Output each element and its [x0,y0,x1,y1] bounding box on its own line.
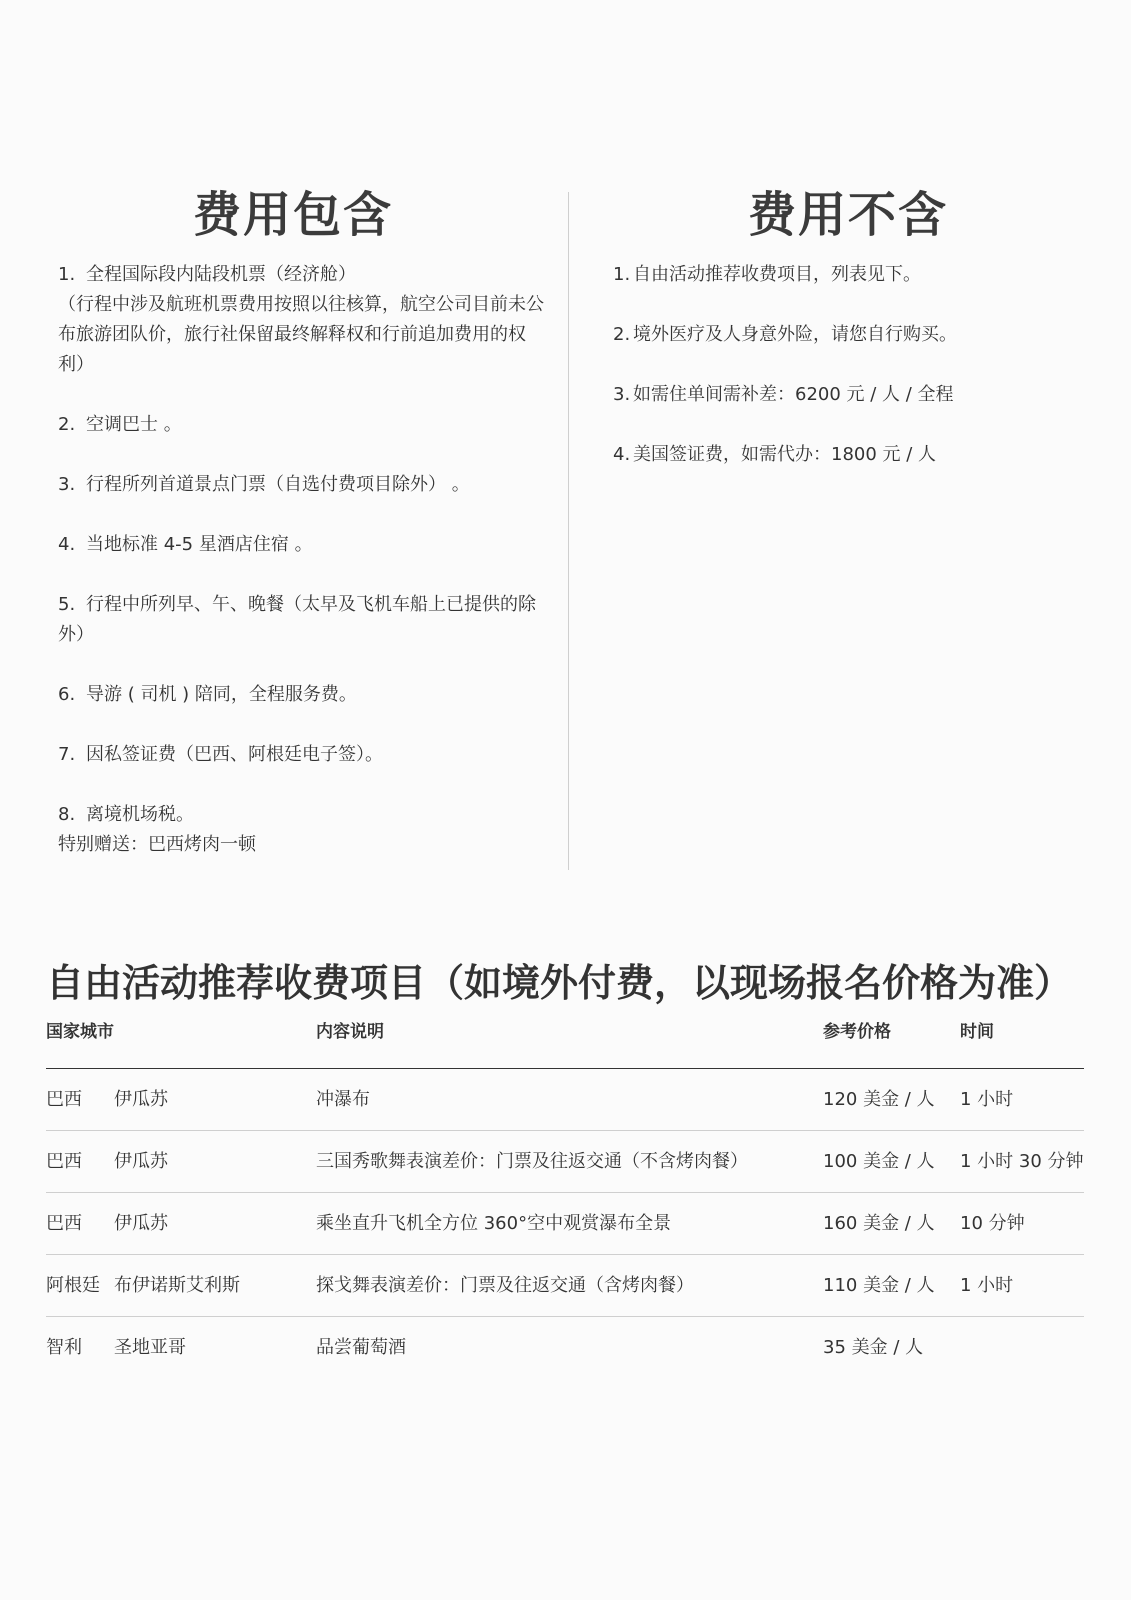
item-text: 因私签证费（巴西、阿根廷电子签）。 [86,744,383,765]
item-text: 导游 ( 司机 ) 陪同，全程服务费。 [86,684,357,705]
cell-country: 巴西 [46,1151,82,1172]
cell-price: 120 美金 / 人 [823,1089,935,1110]
item-number: 1. [613,264,631,285]
item-number: 4. [613,444,631,465]
included-section [58,185,548,860]
cell-city: 伊瓜苏 [114,1213,168,1234]
included-item-6 [58,680,548,710]
cell-time: 1 小时 [960,1275,1014,1296]
activities-table [46,1018,1084,1378]
cell-city: 伊瓜苏 [114,1089,168,1110]
header-time: 时间 [960,1022,994,1042]
column-divider [568,192,569,870]
cell-time: 10 分钟 [960,1213,1025,1234]
cell-time: 1 小时 30 分钟 [960,1151,1084,1172]
excluded-item-1 [613,260,1083,290]
item-text: 空调巴士 。 [86,414,182,435]
cell-desc: 探戈舞表演差价：门票及往返交通（含烤肉餐） [316,1275,694,1296]
table-row [46,1193,1084,1255]
included-item-2 [58,410,548,440]
item-text: 当地标准 4-5 星酒店住宿 。 [86,534,313,555]
excluded-item-3 [613,380,1083,410]
excluded-list [613,260,1083,470]
cell-country: 巴西 [46,1089,82,1110]
header-price: 参考价格 [823,1022,891,1042]
cell-city: 圣地亚哥 [114,1337,186,1358]
item-number: 7. [58,744,76,765]
cell-desc: 冲瀑布 [316,1089,370,1110]
cell-city: 伊瓜苏 [114,1151,168,1172]
item-text: 行程所列首道景点门票（自选付费项目除外） 。 [86,474,470,495]
item-text: 自由活动推荐收费项目，列表见下。 [633,264,921,285]
cell-price: 110 美金 / 人 [823,1275,935,1296]
cell-price: 160 美金 / 人 [823,1213,935,1234]
table-row [46,1255,1084,1317]
table-row [46,1317,1084,1378]
excluded-section [613,185,1083,500]
item-number: 3. [58,474,76,495]
included-item-3 [58,470,548,500]
included-item-7 [58,740,548,770]
item-detail: （行程中涉及航班机票费用按照以往核算，航空公司目前未公布旅游团队价，旅行社保留最终解释权和行前追加费用的权利） [58,294,544,375]
item-text: 离境机场税。 [86,804,194,825]
included-item-1 [58,260,548,380]
item-number: 6. [58,684,76,705]
excluded-item-4 [613,440,1083,470]
included-item-5 [58,590,548,650]
bonus-note: 特别赠送：巴西烤肉一顿 [58,834,256,855]
cell-desc: 品尝葡萄酒 [316,1337,406,1358]
excluded-title: 费用不含 [747,187,948,243]
item-number: 1. [58,264,76,285]
item-number: 2. [613,324,631,345]
cell-desc: 三国秀歌舞表演差价：门票及往返交通（不含烤肉餐） [316,1151,748,1172]
item-text: 行程中所列早、午、晚餐（太早及飞机车船上已提供的除外） [58,594,536,645]
item-number: 4. [58,534,76,555]
cell-country: 巴西 [46,1213,82,1234]
item-number: 5. [58,594,76,615]
cell-country: 智利 [46,1337,82,1358]
item-text: 如需住单间需补差：6200 元 / 人 / 全程 [633,384,954,405]
item-text: 境外医疗及人身意外险，请您自行购买。 [633,324,957,345]
item-number: 3. [613,384,631,405]
header-city: 国家城市 [46,1022,114,1042]
table-header [46,1018,1084,1069]
included-item-4 [58,530,548,560]
cell-price: 35 美金 / 人 [823,1337,924,1358]
header-desc: 内容说明 [316,1022,384,1042]
cell-time: 1 小时 [960,1089,1014,1110]
cell-desc: 乘坐直升飞机全方位 360°空中观赏瀑布全景 [316,1213,672,1234]
table-row [46,1131,1084,1193]
included-list [58,260,548,860]
table-row [46,1069,1084,1131]
cell-price: 100 美金 / 人 [823,1151,935,1172]
activities-title: 自由活动推荐收费项目（如境外付费，以现场报名价格为准） [46,961,1073,1005]
cell-country: 阿根廷 [46,1275,100,1296]
item-number: 2. [58,414,76,435]
item-number: 8. [58,804,76,825]
included-item-8 [58,800,548,860]
cell-city: 布伊诺斯艾利斯 [114,1275,240,1296]
item-text: 全程国际段内陆段机票（经济舱） [86,264,356,285]
excluded-item-2 [613,320,1083,350]
included-title: 费用包含 [192,187,393,243]
item-text: 美国签证费，如需代办：1800 元 / 人 [633,444,937,465]
